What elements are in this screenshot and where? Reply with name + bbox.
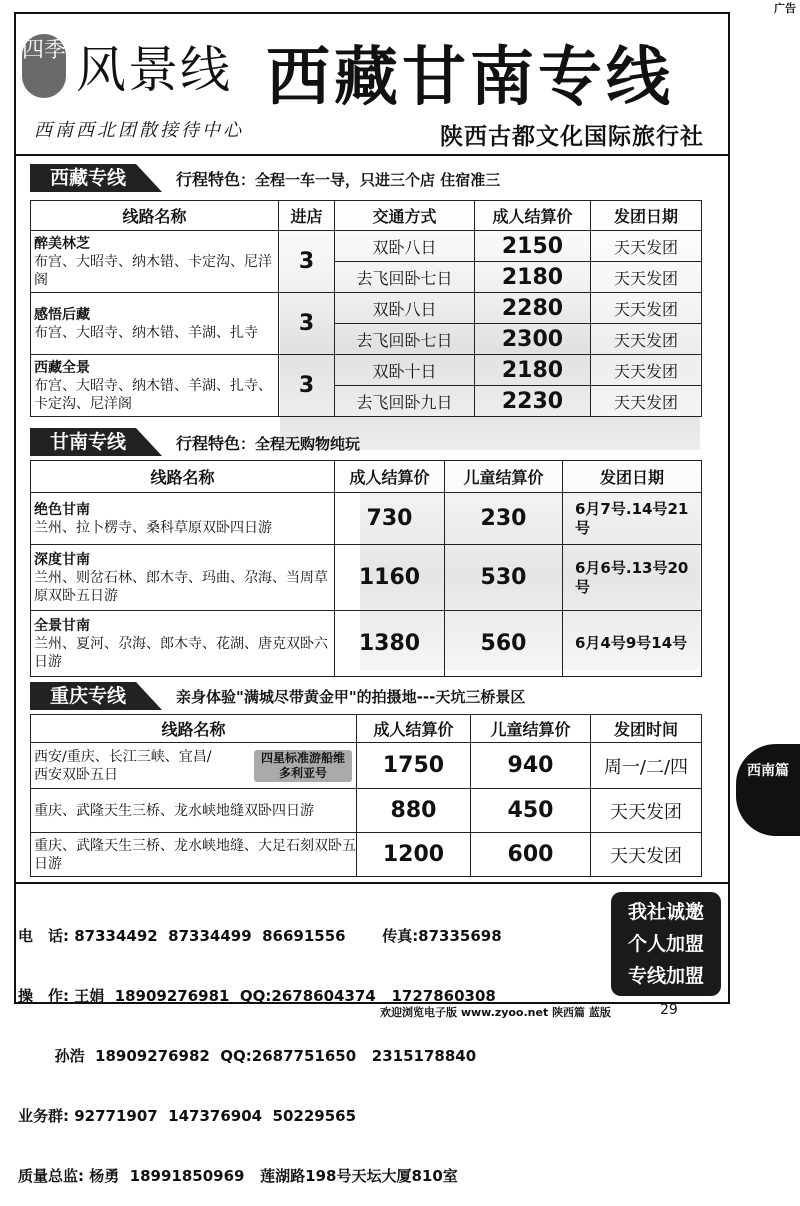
chongqing-section-header	[30, 682, 525, 710]
route-cell: 西藏全景 布宫、大昭寺、纳木错、羊湖、扎寺、卡定沟、尼洋阁	[31, 355, 279, 417]
table-row	[31, 355, 702, 386]
table-row	[31, 789, 702, 833]
price-cell: 2230	[475, 386, 591, 417]
contact-info	[18, 886, 502, 1206]
table-row	[31, 743, 702, 789]
price-cell: 2150	[475, 231, 591, 262]
cruise-badge: 四星标准游船维多利亚号	[254, 750, 352, 782]
child-price-cell: 600	[471, 833, 591, 877]
child-price-cell: 560	[445, 611, 563, 677]
transport-cell: 去飞回卧九日	[335, 386, 475, 417]
page-title: 西藏甘南专线	[266, 40, 674, 115]
child-price-cell: 940	[471, 743, 591, 789]
price-cell: 2300	[475, 324, 591, 355]
transport-cell: 去飞回卧七日	[335, 324, 475, 355]
col-header: 发团时间	[591, 715, 702, 743]
transport-cell: 双卧八日	[335, 231, 475, 262]
transport-cell: 双卧十日	[335, 355, 475, 386]
date-cell: 天天发团	[591, 293, 702, 324]
route-cell: 西安/重庆、长江三峡、宜昌/西安双卧五日 四星标准游船维多利亚号	[31, 743, 357, 789]
date-cell: 天天发团	[591, 262, 702, 293]
adult-price-cell: 1380	[335, 611, 445, 677]
page-number: 29	[660, 1002, 678, 1018]
col-header: 线路名称	[31, 461, 335, 493]
quality-line: 质量总监: 杨勇 18991850969 莲湖路198号天坛大厦810室	[18, 1167, 458, 1185]
col-header: 线路名称	[31, 201, 279, 231]
route-cell: 醉美林芝 布宫、大昭寺、纳木错、卡定沟、尼洋阁	[31, 231, 279, 293]
divider	[16, 154, 728, 156]
date-cell: 6月4号9号14号	[563, 611, 702, 677]
adult-price-cell: 730	[335, 493, 445, 545]
col-header: 发团日期	[563, 461, 702, 493]
seal-logo: 四季	[22, 34, 66, 98]
col-header: 成人结算价	[475, 201, 591, 231]
chongqing-table	[30, 714, 702, 877]
gannan-section-header	[30, 428, 360, 456]
child-price-cell: 230	[445, 493, 563, 545]
col-header: 进店	[279, 201, 335, 231]
ad-tag: 广告	[774, 2, 796, 15]
table-row	[31, 231, 702, 262]
col-header: 儿童结算价	[471, 715, 591, 743]
transport-cell: 双卧八日	[335, 293, 475, 324]
col-header: 发团日期	[591, 201, 702, 231]
slogan: 西南西北团散接待中心	[34, 120, 244, 141]
adult-price-cell: 1200	[357, 833, 471, 877]
gannan-feature: 行程特色：全程无购物纯玩	[176, 433, 361, 453]
price-cell: 2180	[475, 355, 591, 386]
date-cell: 周一/二/四	[591, 743, 702, 789]
date-cell: 天天发团	[591, 231, 702, 262]
route-cell: 感悟后藏 布宫、大昭寺、纳木错、羊湖、扎寺	[31, 293, 279, 355]
route-cell: 深度甘南 兰州、则岔石林、郎木寺、玛曲、尕海、当周草原双卧五日游	[31, 545, 335, 611]
table-row	[31, 611, 702, 677]
tibet-feature: 行程特色：全程一车一导，只进三个店 住宿准三	[176, 169, 501, 189]
date-cell: 天天发团	[591, 324, 702, 355]
child-price-cell: 450	[471, 789, 591, 833]
adult-price-cell: 1160	[335, 545, 445, 611]
col-header: 成人结算价	[335, 461, 445, 493]
route-cell: 重庆、武隆天生三桥、龙水峡地缝、大足石刻双卧五日游	[31, 833, 357, 877]
chongqing-feature: 亲身体验"满城尽带黄金甲"的拍摄地---天坑三桥景区	[176, 687, 526, 706]
date-cell: 天天发团	[591, 789, 702, 833]
shops-cell: 3	[279, 231, 335, 293]
transport-cell: 去飞回卧七日	[335, 262, 475, 293]
chongqing-section-title: 重庆专线	[30, 682, 136, 710]
date-cell: 天天发团	[591, 355, 702, 386]
footer: 欢迎浏览电子版 www.zyoo.net 陕西篇 蓝版	[380, 1006, 611, 1019]
operator-line-1: 操 作: 王娟 18909276981 QQ:2678604374 1727860308	[18, 987, 496, 1005]
gannan-section-title: 甘南专线	[30, 428, 136, 456]
gannan-table	[30, 460, 702, 677]
operator-line-2: 孙浩 18909276982 QQ:2687751650 2315178840	[54, 1047, 477, 1065]
date-cell: 6月7号.14号21号	[563, 493, 702, 545]
tibet-section-title: 西藏专线	[30, 164, 136, 192]
table-row	[31, 493, 702, 545]
col-header: 交通方式	[335, 201, 475, 231]
route-cell: 全景甘南 兰州、夏河、尕海、郎木寺、花湖、唐克双卧六日游	[31, 611, 335, 677]
price-cell: 2180	[475, 262, 591, 293]
date-cell: 天天发团	[591, 833, 702, 877]
date-cell: 天天发团	[591, 386, 702, 417]
col-header: 线路名称	[31, 715, 357, 743]
table-row	[31, 833, 702, 877]
phone-line: 电 话: 87334492 87334499 86691556 传真:87335698	[18, 927, 502, 945]
agency-name: 陕西古都文化国际旅行社	[440, 124, 704, 150]
region-side-tab: 西南篇	[736, 744, 800, 836]
route-cell: 绝色甘南 兰州、拉卜楞寺、桑科草原双卧四日游	[31, 493, 335, 545]
child-price-cell: 530	[445, 545, 563, 611]
divider	[16, 882, 728, 884]
join-box: 我社诚邀 个人加盟 专线加盟	[611, 892, 721, 996]
col-header: 成人结算价	[357, 715, 471, 743]
group-line: 业务群: 92771907 147376904 50229565	[18, 1107, 357, 1125]
table-row	[31, 545, 702, 611]
tibet-section-header	[30, 164, 500, 192]
route-cell: 重庆、武隆天生三桥、龙水峡地缝双卧四日游	[31, 789, 357, 833]
date-cell: 6月6号.13号20号	[563, 545, 702, 611]
shops-cell: 3	[279, 293, 335, 355]
shops-cell: 3	[279, 355, 335, 417]
adult-price-cell: 1750	[357, 743, 471, 789]
adult-price-cell: 880	[357, 789, 471, 833]
price-cell: 2280	[475, 293, 591, 324]
table-row	[31, 293, 702, 324]
col-header: 儿童结算价	[445, 461, 563, 493]
brand-name: 风景线	[76, 41, 232, 99]
tibet-table	[30, 200, 702, 417]
